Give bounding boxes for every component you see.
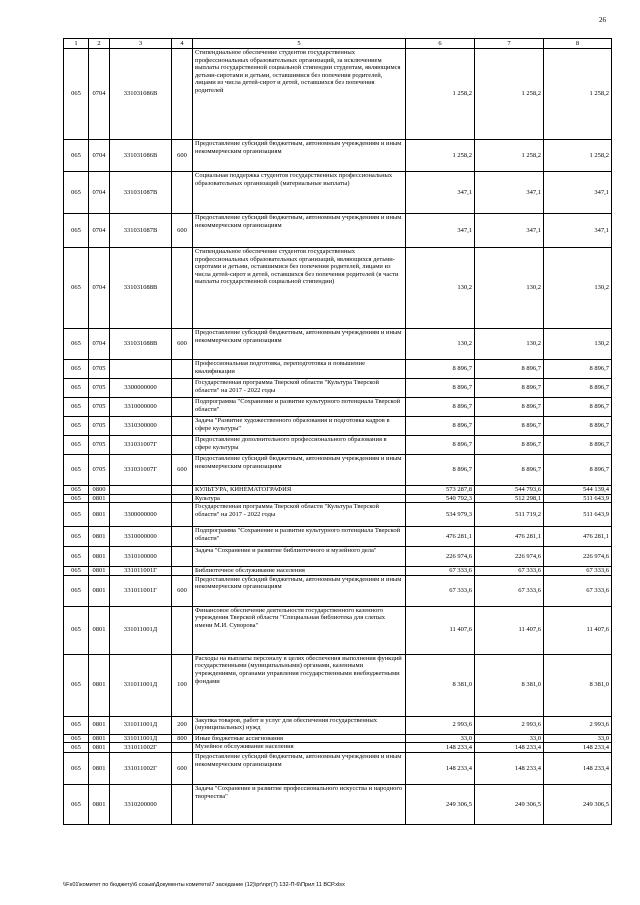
cell-expense-type-code: 600 xyxy=(172,329,193,360)
cell-amount-2021: 511 719,2 xyxy=(475,503,544,527)
cell-grbs-code: 065 xyxy=(64,49,89,140)
cell-description: Иные бюджетные ассигнования xyxy=(193,734,406,743)
cell-grbs-code: 065 xyxy=(64,753,89,785)
cell-amount-2020: 148 233,4 xyxy=(406,743,475,753)
cell-grbs-code: 065 xyxy=(64,329,89,360)
cell-description: Предоставление субсидий бюджетным, автономным учреждениям и иным некоммерческим организациям xyxy=(193,575,406,606)
cell-expense-type-code xyxy=(172,494,193,503)
table-row xyxy=(64,527,612,547)
cell-description: Задача "Развитие художественного образования и подготовка кадров в сфере культуры" xyxy=(193,417,406,436)
cell-description: Государственная программа Тверской области "Культура Тверской области" на 2017 - 2022 годы xyxy=(193,379,406,398)
cell-amount-2020: 8 896,7 xyxy=(406,436,475,455)
cell-amount-2020: 148 233,4 xyxy=(406,753,475,785)
cell-grbs-code: 065 xyxy=(64,527,89,547)
cell-amount-2020: 8 896,7 xyxy=(406,398,475,417)
cell-description: Закупка товаров, работ и услуг для обеспечения государственных (муниципальных) нужд xyxy=(193,716,406,734)
cell-amount-2021: 148 233,4 xyxy=(475,753,544,785)
cell-section-code: 0705 xyxy=(89,360,110,379)
cell-description: Подпрограмма "Сохранение и развитие культурного потенциала Тверской области" xyxy=(193,398,406,417)
cell-grbs-code: 065 xyxy=(64,398,89,417)
cell-amount-2022: 544 139,4 xyxy=(544,486,612,495)
cell-amount-2020: 8 896,7 xyxy=(406,379,475,398)
cell-expense-type-code: 600 xyxy=(172,214,193,248)
cell-amount-2020: 8 896,7 xyxy=(406,360,475,379)
table-row xyxy=(64,503,612,527)
table-row xyxy=(64,486,612,495)
cell-amount-2021: 476 281,1 xyxy=(475,527,544,547)
table-row xyxy=(64,575,612,606)
table-row xyxy=(64,455,612,486)
cell-grbs-code: 065 xyxy=(64,436,89,455)
cell-section-code: 0801 xyxy=(89,753,110,785)
cell-amount-2020: 8 896,7 xyxy=(406,455,475,486)
cell-amount-2021: 347,1 xyxy=(475,214,544,248)
cell-grbs-code: 065 xyxy=(64,743,89,753)
cell-expense-type-code xyxy=(172,743,193,753)
cell-amount-2022: 2 993,6 xyxy=(544,716,612,734)
cell-section-code: 0801 xyxy=(89,567,110,576)
cell-description: Предоставление субсидий бюджетным, автономным учреждениям и иным некоммерческим организациям xyxy=(193,329,406,360)
cell-expense-type-code xyxy=(172,49,193,140)
cell-target-article-code: 331011001Д xyxy=(110,716,172,734)
cell-expense-type-code xyxy=(172,417,193,436)
cell-target-article-code: 331011001Г xyxy=(110,567,172,576)
cell-target-article-code: 331031086В xyxy=(110,140,172,172)
cell-amount-2022: 148 233,4 xyxy=(544,753,612,785)
table-header-row xyxy=(64,39,612,49)
cell-expense-type-code xyxy=(172,436,193,455)
cell-expense-type-code: 600 xyxy=(172,140,193,172)
cell-description: Предоставление дополнительного профессионального образования в сфере культуры xyxy=(193,436,406,455)
cell-section-code: 0801 xyxy=(89,654,110,716)
cell-amount-2020: 1 258,2 xyxy=(406,140,475,172)
cell-expense-type-code xyxy=(172,547,193,567)
cell-expense-type-code: 200 xyxy=(172,716,193,734)
cell-amount-2020: 347,1 xyxy=(406,214,475,248)
cell-section-code: 0801 xyxy=(89,785,110,825)
cell-amount-2021: 347,1 xyxy=(475,172,544,214)
cell-description: Стипендиальное обеспечение студентов государственных профессиональных образовательных организаций, за исключением выплаты государственной социальной стипендии студентам, являющимся детьми-сиротами и детьми, оставшимися без попечения родителей, лицами из числа детей-сирот и детей, оставшихся без попечения родителей xyxy=(193,49,406,140)
cell-section-code: 0801 xyxy=(89,503,110,527)
cell-amount-2022: 1 258,2 xyxy=(544,49,612,140)
cell-expense-type-code: 600 xyxy=(172,753,193,785)
cell-amount-2020: 8 896,7 xyxy=(406,417,475,436)
cell-amount-2020: 11 407,6 xyxy=(406,606,475,654)
table-row xyxy=(64,248,612,329)
cell-grbs-code: 065 xyxy=(64,140,89,172)
cell-section-code: 0704 xyxy=(89,214,110,248)
table-row xyxy=(64,49,612,140)
table-row xyxy=(64,436,612,455)
cell-target-article-code: 331011001Г xyxy=(110,575,172,606)
table-row xyxy=(64,606,612,654)
table-row xyxy=(64,214,612,248)
cell-amount-2021: 512 298,1 xyxy=(475,494,544,503)
cell-target-article-code: 331031087В xyxy=(110,214,172,248)
cell-expense-type-code: 800 xyxy=(172,734,193,743)
cell-grbs-code: 065 xyxy=(64,654,89,716)
cell-amount-2020: 534 979,3 xyxy=(406,503,475,527)
cell-target-article-code: 3300000000 xyxy=(110,379,172,398)
cell-section-code: 0801 xyxy=(89,494,110,503)
cell-description: Предоставление субсидий бюджетным, автономным учреждениям и иным некоммерческим организациям xyxy=(193,214,406,248)
cell-amount-2021: 226 974,6 xyxy=(475,547,544,567)
header-col-7: 7 xyxy=(475,39,544,49)
table-row xyxy=(64,753,612,785)
table-row xyxy=(64,567,612,576)
cell-target-article-code: 331011002Г xyxy=(110,743,172,753)
cell-target-article-code: 331011001Д xyxy=(110,606,172,654)
cell-amount-2022: 8 896,7 xyxy=(544,398,612,417)
cell-section-code: 0800 xyxy=(89,486,110,495)
cell-amount-2022: 67 333,6 xyxy=(544,575,612,606)
cell-amount-2020: 573 287,8 xyxy=(406,486,475,495)
cell-description: Стипендиальное обеспечение студентов государственных профессиональных образовательных организаций, являющихся детьми-сиротами и детьми, оставшимися без попечения родителей, лицами из числа детей-сирот и детей, оставшихся без попечения родителей (в части выплаты государственной социальной стипендии) xyxy=(193,248,406,329)
cell-expense-type-code xyxy=(172,567,193,576)
cell-section-code: 0705 xyxy=(89,379,110,398)
cell-description: Финансовое обеспечение деятельности государственного казенного учреждения Тверской области "Специальная библиотека для слепых имени М.И. Суворова" xyxy=(193,606,406,654)
cell-amount-2022: 8 896,7 xyxy=(544,436,612,455)
cell-expense-type-code xyxy=(172,785,193,825)
table-row xyxy=(64,172,612,214)
cell-amount-2021: 544 793,6 xyxy=(475,486,544,495)
file-path-footer: \\Fs01\комитет по бюджету\6 созыв\Документы комитета\7 заседание (12)\pr\npr(7) 132-П-6\Прил 11 ВСР.xlsx xyxy=(63,882,345,888)
cell-section-code: 0705 xyxy=(89,417,110,436)
header-col-2: 2 xyxy=(89,39,110,49)
cell-description: Музейное обслуживание населения xyxy=(193,743,406,753)
cell-expense-type-code: 100 xyxy=(172,654,193,716)
cell-amount-2021: 249 306,5 xyxy=(475,785,544,825)
cell-description: Задача "Сохранение и развитие профессионального искусства и народного творчества" xyxy=(193,785,406,825)
cell-amount-2022: 148 233,4 xyxy=(544,743,612,753)
cell-expense-type-code xyxy=(172,527,193,547)
cell-grbs-code: 065 xyxy=(64,716,89,734)
cell-grbs-code: 065 xyxy=(64,734,89,743)
cell-amount-2021: 1 258,2 xyxy=(475,49,544,140)
cell-amount-2020: 347,1 xyxy=(406,172,475,214)
cell-description: Культура xyxy=(193,494,406,503)
table-row xyxy=(64,417,612,436)
table-row xyxy=(64,329,612,360)
cell-amount-2020: 67 333,6 xyxy=(406,575,475,606)
cell-description: Предоставление субсидий бюджетным, автономным учреждениям и иным некоммерческим организациям xyxy=(193,753,406,785)
cell-amount-2021: 11 407,6 xyxy=(475,606,544,654)
cell-expense-type-code: 600 xyxy=(172,455,193,486)
cell-amount-2020: 67 333,6 xyxy=(406,567,475,576)
cell-target-article-code: 331031087В xyxy=(110,172,172,214)
cell-amount-2020: 2 993,6 xyxy=(406,716,475,734)
cell-description: Профессиональная подготовка, переподготовка и повышение квалификации xyxy=(193,360,406,379)
cell-target-article-code: 331011001Д xyxy=(110,654,172,716)
cell-amount-2021: 8 896,7 xyxy=(475,398,544,417)
cell-amount-2020: 130,2 xyxy=(406,248,475,329)
cell-amount-2021: 8 896,7 xyxy=(475,360,544,379)
cell-amount-2021: 67 333,6 xyxy=(475,575,544,606)
cell-amount-2021: 130,2 xyxy=(475,248,544,329)
cell-target-article-code xyxy=(110,494,172,503)
header-col-3: 3 xyxy=(110,39,172,49)
cell-grbs-code: 065 xyxy=(64,547,89,567)
cell-amount-2021: 8 381,0 xyxy=(475,654,544,716)
header-col-8: 8 xyxy=(544,39,612,49)
cell-grbs-code: 065 xyxy=(64,360,89,379)
cell-description: Расходы на выплаты персоналу в целях обеспечения выполнения функций государственными (муниципальными) органами, казенными учреждениями, органами управления государственными внебюджетными фондами xyxy=(193,654,406,716)
cell-target-article-code: 3310000000 xyxy=(110,398,172,417)
cell-expense-type-code xyxy=(172,486,193,495)
cell-amount-2022: 130,2 xyxy=(544,248,612,329)
cell-amount-2022: 8 896,7 xyxy=(544,379,612,398)
cell-amount-2020: 130,2 xyxy=(406,329,475,360)
cell-grbs-code: 065 xyxy=(64,248,89,329)
cell-expense-type-code xyxy=(172,248,193,329)
table-row xyxy=(64,654,612,716)
cell-section-code: 0801 xyxy=(89,547,110,567)
cell-expense-type-code xyxy=(172,172,193,214)
cell-amount-2022: 8 896,7 xyxy=(544,417,612,436)
cell-section-code: 0801 xyxy=(89,606,110,654)
cell-target-article-code: 331031088В xyxy=(110,248,172,329)
table-row xyxy=(64,716,612,734)
cell-section-code: 0704 xyxy=(89,140,110,172)
cell-grbs-code: 065 xyxy=(64,503,89,527)
cell-section-code: 0801 xyxy=(89,734,110,743)
cell-amount-2021: 8 896,7 xyxy=(475,379,544,398)
cell-amount-2020: 226 974,6 xyxy=(406,547,475,567)
cell-amount-2020: 249 306,5 xyxy=(406,785,475,825)
cell-target-article-code: 331031088В xyxy=(110,329,172,360)
cell-amount-2020: 8 381,0 xyxy=(406,654,475,716)
header-col-5: 5 xyxy=(193,39,406,49)
header-col-4: 4 xyxy=(172,39,193,49)
cell-amount-2022: 347,1 xyxy=(544,172,612,214)
cell-amount-2022: 476 281,1 xyxy=(544,527,612,547)
cell-description: Предоставление субсидий бюджетным, автономным учреждениям и иным некоммерческим организациям xyxy=(193,455,406,486)
cell-grbs-code: 065 xyxy=(64,379,89,398)
cell-expense-type-code xyxy=(172,606,193,654)
cell-amount-2022: 511 643,9 xyxy=(544,503,612,527)
cell-amount-2022: 226 974,6 xyxy=(544,547,612,567)
cell-amount-2021: 8 896,7 xyxy=(475,455,544,486)
cell-section-code: 0705 xyxy=(89,398,110,417)
cell-grbs-code: 065 xyxy=(64,785,89,825)
cell-target-article-code: 3310300000 xyxy=(110,417,172,436)
cell-amount-2022: 8 896,7 xyxy=(544,360,612,379)
cell-grbs-code: 065 xyxy=(64,567,89,576)
cell-amount-2020: 33,0 xyxy=(406,734,475,743)
cell-section-code: 0704 xyxy=(89,248,110,329)
cell-amount-2020: 476 281,1 xyxy=(406,527,475,547)
cell-section-code: 0801 xyxy=(89,716,110,734)
cell-section-code: 0801 xyxy=(89,527,110,547)
cell-description: Предоставление субсидий бюджетным, автономным учреждениям и иным некоммерческим организациям xyxy=(193,140,406,172)
cell-amount-2022: 33,0 xyxy=(544,734,612,743)
cell-description: Библиотечное обслуживание населения xyxy=(193,567,406,576)
cell-description: КУЛЬТУРА, КИНЕМАТОГРАФИЯ xyxy=(193,486,406,495)
cell-description: Государственная программа Тверской области "Культура Тверской области" на 2017 - 2022 годы xyxy=(193,503,406,527)
cell-target-article-code xyxy=(110,486,172,495)
cell-amount-2021: 67 333,6 xyxy=(475,567,544,576)
table-row xyxy=(64,360,612,379)
table-row xyxy=(64,379,612,398)
cell-grbs-code: 065 xyxy=(64,486,89,495)
cell-amount-2021: 130,2 xyxy=(475,329,544,360)
cell-amount-2022: 347,1 xyxy=(544,214,612,248)
cell-section-code: 0801 xyxy=(89,575,110,606)
cell-expense-type-code xyxy=(172,398,193,417)
cell-target-article-code: 3310200000 xyxy=(110,785,172,825)
cell-amount-2022: 249 306,5 xyxy=(544,785,612,825)
table-row xyxy=(64,785,612,825)
cell-amount-2022: 130,2 xyxy=(544,329,612,360)
cell-section-code: 0801 xyxy=(89,743,110,753)
cell-amount-2022: 67 333,6 xyxy=(544,567,612,576)
cell-expense-type-code xyxy=(172,503,193,527)
cell-target-article-code: 3310000000 xyxy=(110,527,172,547)
cell-section-code: 0705 xyxy=(89,455,110,486)
cell-section-code: 0705 xyxy=(89,436,110,455)
header-col-6: 6 xyxy=(406,39,475,49)
cell-grbs-code: 065 xyxy=(64,575,89,606)
table-row xyxy=(64,734,612,743)
table-row xyxy=(64,494,612,503)
cell-target-article-code: 331031086В xyxy=(110,49,172,140)
cell-description: Подпрограмма "Сохранение и развитие культурного потенциала Тверской области" xyxy=(193,527,406,547)
cell-grbs-code: 065 xyxy=(64,494,89,503)
cell-amount-2021: 33,0 xyxy=(475,734,544,743)
cell-amount-2022: 8 896,7 xyxy=(544,455,612,486)
cell-amount-2021: 148 233,4 xyxy=(475,743,544,753)
cell-section-code: 0704 xyxy=(89,172,110,214)
cell-amount-2021: 2 993,6 xyxy=(475,716,544,734)
cell-amount-2022: 11 407,6 xyxy=(544,606,612,654)
cell-description: Социальная поддержка студентов государственных профессиональных образовательных организаций (материальные выплаты) xyxy=(193,172,406,214)
cell-grbs-code: 065 xyxy=(64,172,89,214)
cell-target-article-code: 3300000000 xyxy=(110,503,172,527)
cell-grbs-code: 065 xyxy=(64,455,89,486)
table-row xyxy=(64,547,612,567)
cell-grbs-code: 065 xyxy=(64,417,89,436)
cell-amount-2022: 511 643,9 xyxy=(544,494,612,503)
cell-section-code: 0704 xyxy=(89,49,110,140)
cell-amount-2020: 1 258,2 xyxy=(406,49,475,140)
cell-target-article-code: 331031007Г xyxy=(110,436,172,455)
cell-grbs-code: 065 xyxy=(64,606,89,654)
budget-table xyxy=(63,38,612,825)
header-col-1: 1 xyxy=(64,39,89,49)
cell-amount-2020: 540 792,3 xyxy=(406,494,475,503)
table-row xyxy=(64,140,612,172)
cell-description: Задача "Сохранение и развитие библиотечного и музейного дела" xyxy=(193,547,406,567)
cell-target-article-code: 331031007Г xyxy=(110,455,172,486)
cell-target-article-code: 331011001Д xyxy=(110,734,172,743)
table-row xyxy=(64,398,612,417)
cell-amount-2021: 1 258,2 xyxy=(475,140,544,172)
table-row xyxy=(64,743,612,753)
cell-amount-2022: 8 381,0 xyxy=(544,654,612,716)
cell-grbs-code: 065 xyxy=(64,214,89,248)
cell-amount-2022: 1 258,2 xyxy=(544,140,612,172)
page-number: 26 xyxy=(599,16,606,24)
cell-expense-type-code: 600 xyxy=(172,575,193,606)
cell-expense-type-code xyxy=(172,360,193,379)
cell-amount-2021: 8 896,7 xyxy=(475,417,544,436)
cell-expense-type-code xyxy=(172,379,193,398)
cell-target-article-code: 3310100000 xyxy=(110,547,172,567)
cell-section-code: 0704 xyxy=(89,329,110,360)
cell-amount-2021: 8 896,7 xyxy=(475,436,544,455)
cell-target-article-code xyxy=(110,360,172,379)
cell-target-article-code: 331011002Г xyxy=(110,753,172,785)
